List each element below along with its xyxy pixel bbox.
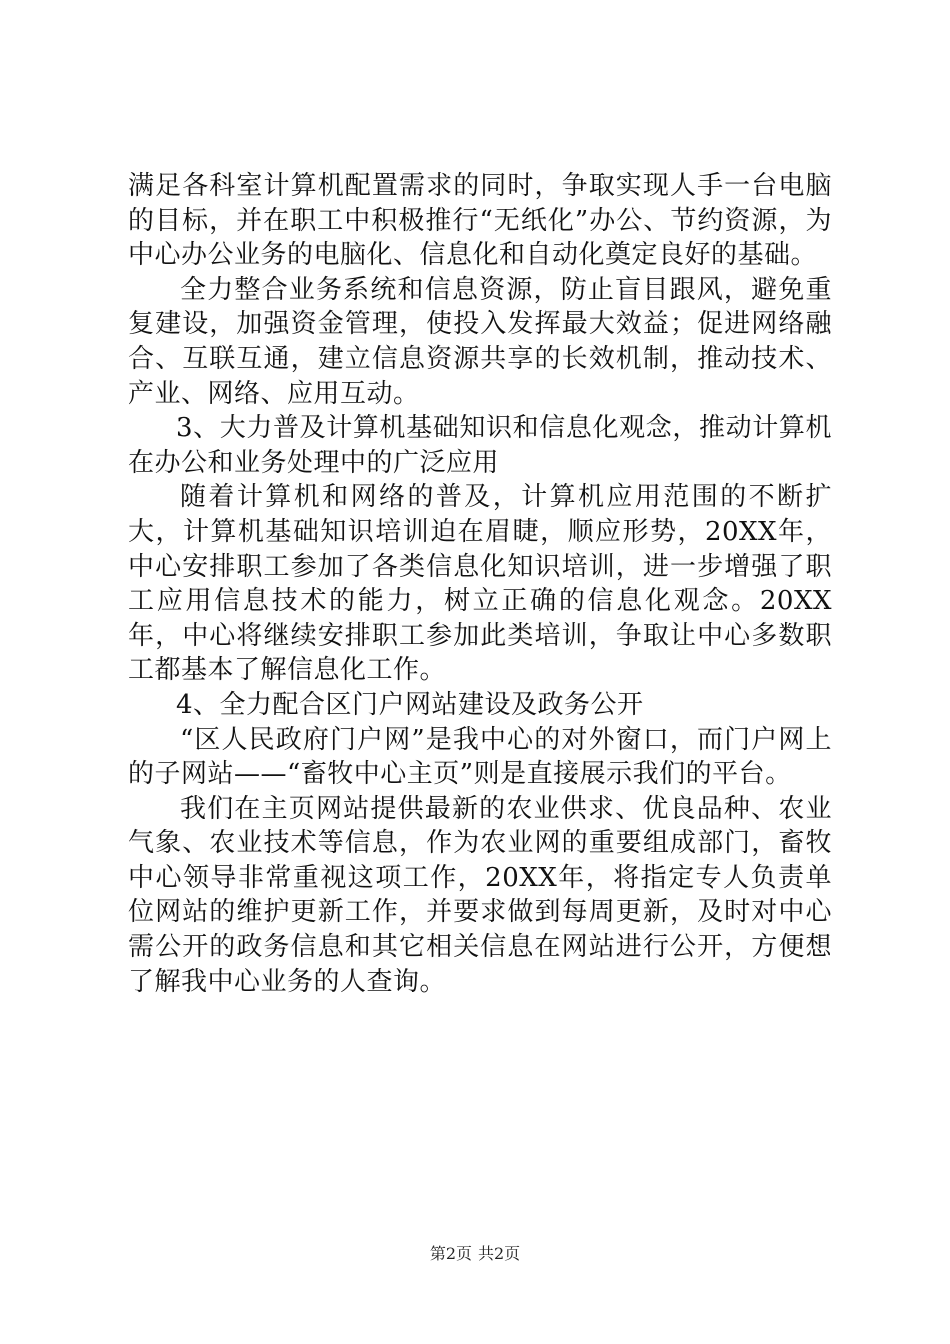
section-heading-4: 4、全力配合区门户网站建设及政务公开	[176, 689, 644, 720]
page-total: 共2页	[478, 1244, 521, 1263]
paragraph-2: 全力整合业务系统和信息资源，防止盲目跟风，避免重复建设，加强资金管理，使投入发挥最大效益；促进网络融合、互联互通，建立信息资源共享的长效机制，推动技术、产业、网络、应用互动。	[128, 274, 832, 409]
paragraph-1: 满足各科室计算机配置需求的同时，争取实现人手一台电脑的目标，并在职工中积极推行“无纸化”办公、节约资源，为中心办公业务的电脑化、信息化和自动化奠定良好的基础。	[128, 171, 832, 271]
page-footer	[0, 1243, 950, 1265]
paragraph-6: “区人民政府门户网”是我中心的对外窗口，而门户网上的子网站——“畜牧中心主页”则是直接展示我们的平台。	[128, 724, 832, 790]
page-number: 第2页	[429, 1244, 472, 1263]
document-body	[128, 169, 832, 999]
paragraph-7: 我们在主页网站提供最新的农业供求、优良品种、农业气象、农业技术等信息，作为农业网的重要组成部门，畜牧中心领导非常重视这项工作，20XX年，将指定专人负责单位网站的维护更新工作，并要求做到每周更新，及时对中心需公开的政务信息和其它相关信息在网站进行公开，方便想了解我中心业务的人查询。	[128, 793, 832, 997]
paragraph-4: 随着计算机和网络的普及，计算机应用范围的不断扩大，计算机基础知识培训迫在眉睫，顺应形势，20XX年，中心安排职工参加了各类信息化知识培训，进一步增强了职工应用信息技术的能力，树立正确的信息化观念。20XX年，中心将继续安排职工参加此类培训，争取让中心多数职工都基本了解信息化工作。	[128, 482, 832, 686]
section-heading-3: 3、大力普及计算机基础知识和信息化观念，推动计算机在办公和业务处理中的广泛应用	[128, 413, 832, 478]
